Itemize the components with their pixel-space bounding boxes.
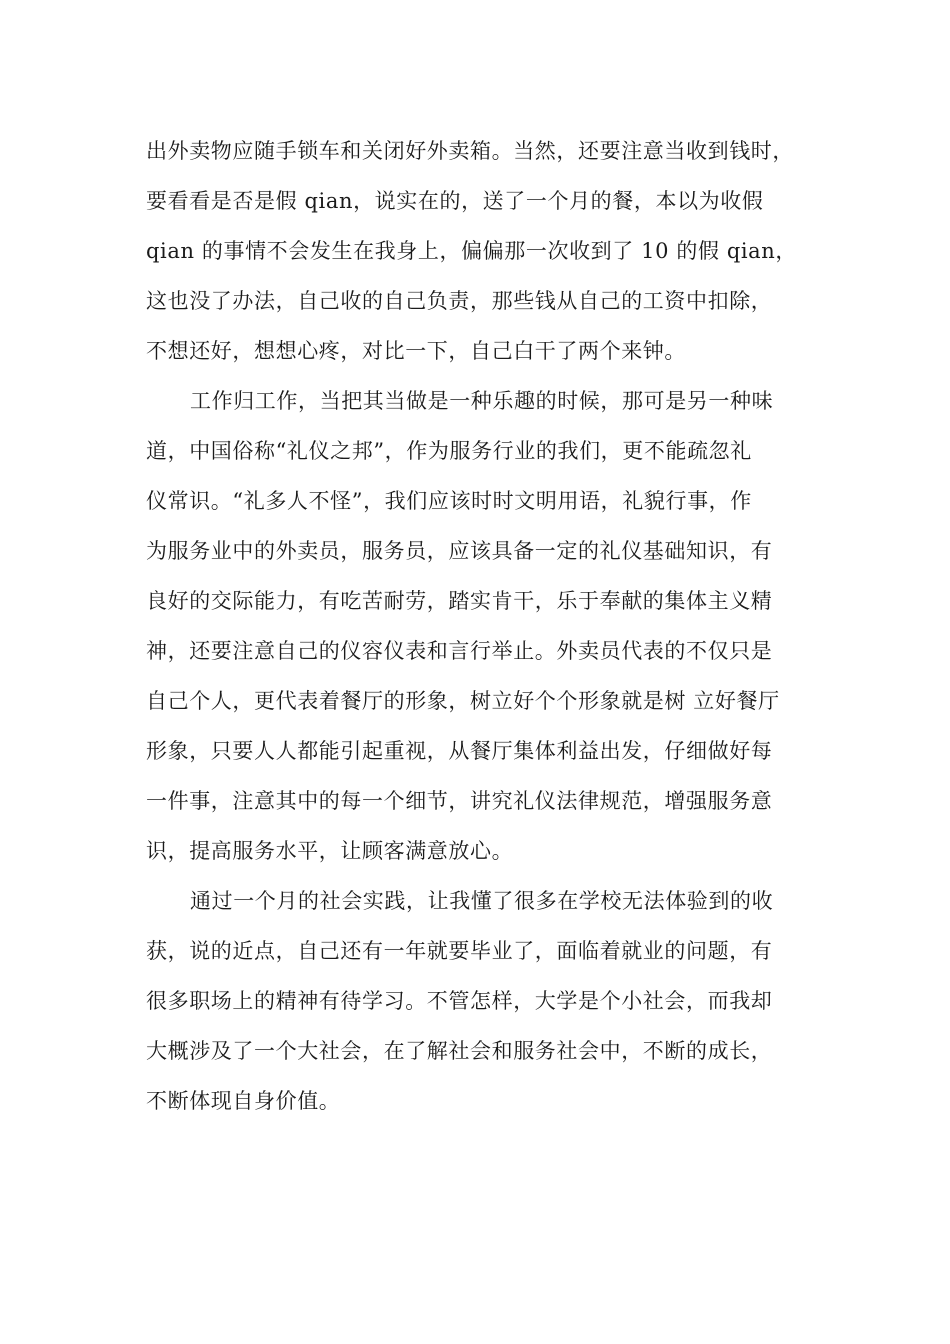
text-line: 一件事，注意其中的每一个细节，讲究礼仪法律规范，增强服务意 [146,789,773,813]
text-line: 大概涉及了一个大社会，在了解社会和服务社会中，不断的成长， [146,1039,773,1063]
text-line: 为服务业中的外卖员，服务员，应该具备一定的礼仪基础知识，有 [146,539,773,563]
text-line: 形象，只要人人都能引起重视，从餐厅集体利益出发，仔细做好每 [146,739,773,763]
paragraph-first-line: 工作归工作，当把其当做是一种乐趣的时候，那可是另一种味 [190,389,774,413]
text-line: 很多职场上的精神有待学习。不管怎样，大学是个小社会，而我却 [146,989,773,1013]
paragraph-first-line: 通过一个月的社会实践，让我懂了很多在学校无法体验到的收 [190,889,774,913]
text-line: 不断体现自身价值。 [146,1089,341,1113]
text-line: 获，说的近点，自己还有一年就要毕业了，面临着就业的问题，有 [146,939,773,963]
text-line: 要看看是否是假 qian，说实在的，送了一个月的餐，本以为收假 [146,189,764,213]
text-line: 仪常识。“礼多人不怪”，我们应该时时文明用语，礼貌行事，作 [146,489,752,513]
text-line: 自己个人，更代表着餐厅的形象，树立好个个形象就是树 立好餐厅 [146,689,780,713]
text-line: 不想还好，想想心疼，对比一下，自己白干了两个来钟。 [146,339,686,363]
text-line: 识，提高服务水平，让顾客满意放心。 [146,839,514,863]
text-line: 神，还要注意自己的仪容仪表和言行举止。外卖员代表的不仅只是 [146,639,773,663]
text-line: 出外卖物应随手锁车和关闭好外卖箱。当然，还要注意当收到钱时， [146,139,794,163]
text-line: 良好的交际能力，有吃苦耐劳，踏实肯干，乐于奉献的集体主义精 [146,589,773,613]
text-line: qian 的事情不会发生在我身上，偏偏那一次收到了 10 的假 qian， [146,239,798,263]
text-line: 这也没了办法，自己收的自己负责，那些钱从自己的工资中扣除， [146,289,773,313]
text-line: 道，中国俗称“礼仪之邦”，作为服务行业的我们，更不能疏忽礼 [146,439,752,463]
